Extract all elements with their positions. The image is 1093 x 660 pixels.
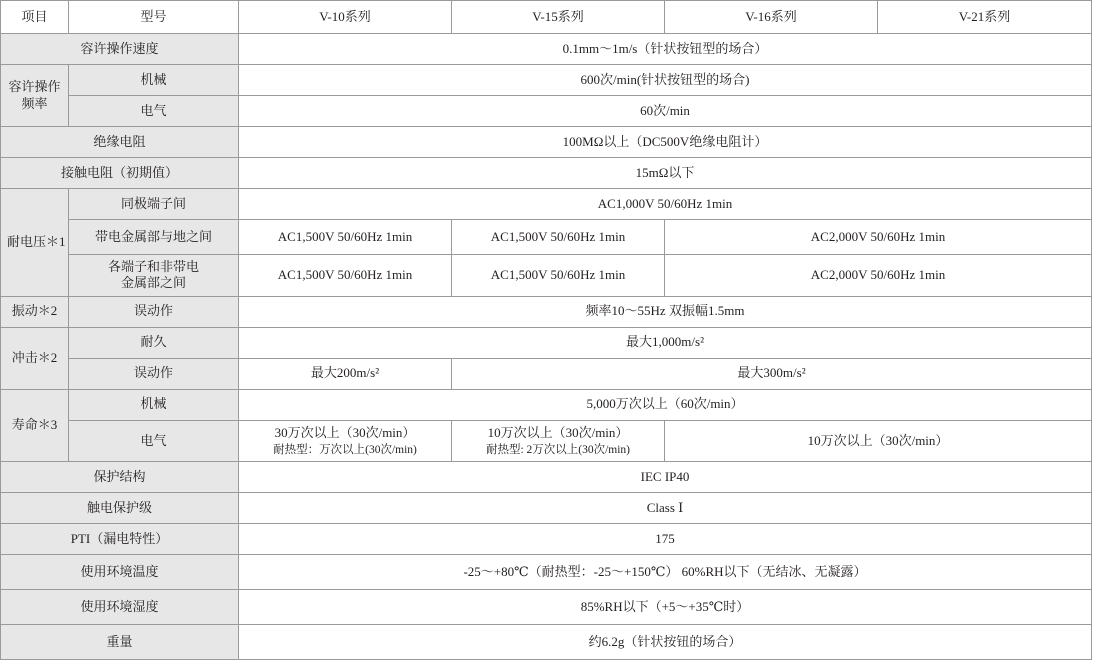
row-value-shock-durability: 最大1,000m/s² (239, 327, 1092, 358)
header-item-label: 项目 (1, 1, 69, 34)
row-value-weight: 约6.2g（针状按钮的场合） (239, 625, 1092, 660)
row-label-vibration: 振动＊2 (1, 296, 69, 327)
row-label-life: 寿命＊3 (1, 389, 69, 462)
row-label-operating-frequency (1, 65, 69, 127)
row-value-terminals-noncharged-v15: AC1,500V 50/60Hz 1min (452, 255, 665, 297)
sub-label-terminals-to-noncharged-metal (69, 255, 239, 297)
row-value-ambient-temperature: -25～+80℃（耐热型：-25～+150℃） 60%RH以下（无结冰、无凝露） (239, 555, 1092, 590)
row-value-pti: 175 (239, 524, 1092, 555)
table-row (1, 493, 1092, 524)
table-row (1, 65, 1092, 96)
row-value-life-electrical-v16-v21: 10万次以上（30次/min） (665, 420, 1092, 462)
row-label-ambient-temperature: 使用环境温度 (1, 555, 239, 590)
row-value-live-metal-to-ground-v10: AC1,500V 50/60Hz 1min (239, 220, 452, 255)
table-row (1, 220, 1092, 255)
row-label-operating-frequency-l1: 容许操作 (8, 79, 61, 95)
life-v10-line2: 耐热型：万次以上(30次/min) (273, 443, 417, 456)
sub-label-live-metal-to-ground: 带电金属部与地之间 (69, 220, 239, 255)
row-value-life-electrical-v10 (239, 420, 452, 462)
row-value-life-mechanical: 5,000万次以上（60次/min） (239, 389, 1092, 420)
sub-label-vibration-malfunction: 误动作 (69, 296, 239, 327)
table-row (1, 96, 1092, 127)
row-value-live-metal-to-ground-v16-v21: AC2,000V 50/60Hz 1min (665, 220, 1092, 255)
table-row (1, 590, 1092, 625)
row-label-operating-speed: 容许操作速度 (1, 34, 239, 65)
row-value-shock-malfunction-rest: 最大300m/s² (452, 358, 1092, 389)
table-row (1, 358, 1092, 389)
row-value-ambient-humidity: 85%RH以下（+5～+35℃时） (239, 590, 1092, 625)
life-v15-line2: 耐热型: 2万次以上(30次/min) (485, 443, 631, 456)
row-value-live-metal-to-ground-v15: AC1,500V 50/60Hz 1min (452, 220, 665, 255)
sub-label-shock-durability: 耐久 (69, 327, 239, 358)
row-label-shock: 冲击＊2 (1, 327, 69, 389)
table-row (1, 34, 1092, 65)
table-row (1, 389, 1092, 420)
sub-label-same-polarity-terminals: 同极端子间 (69, 189, 239, 220)
table-row (1, 327, 1092, 358)
row-value-shock-protection-class: Class Ⅰ (239, 493, 1092, 524)
table-header-row (1, 1, 1092, 34)
table-row (1, 158, 1092, 189)
row-value-insulation-resistance: 100MΩ以上（DC500V绝缘电阻计） (239, 127, 1092, 158)
table-row (1, 127, 1092, 158)
row-value-protection-structure: IEC IP40 (239, 462, 1092, 493)
sub-label-terminals-to-noncharged-metal-l1: 各端子和非带电 (107, 259, 199, 274)
table-row (1, 625, 1092, 660)
row-label-operating-frequency-l2: 频率 (21, 95, 48, 111)
row-value-terminals-noncharged-v16-v21: AC2,000V 50/60Hz 1min (665, 255, 1092, 297)
table-row (1, 296, 1092, 327)
row-value-shock-malfunction-v10: 最大200m/s² (239, 358, 452, 389)
table-row (1, 255, 1092, 297)
row-label-pti: PTI（漏电特性） (1, 524, 239, 555)
row-value-operating-speed: 0.1mm～1m/s（针状按钮型的场合） (239, 34, 1092, 65)
life-v15-line1: 10万次以上（30次/min） (487, 424, 629, 440)
sub-label-mechanical-frequency: 机械 (69, 65, 239, 96)
row-value-electrical-frequency: 60次/min (239, 96, 1092, 127)
row-label-ambient-humidity: 使用环境湿度 (1, 590, 239, 625)
sub-label-electrical-frequency: 电气 (69, 96, 239, 127)
header-col-v21: V-21系列 (878, 1, 1092, 34)
table-row (1, 555, 1092, 590)
row-value-mechanical-frequency: 600次/min(针状按钮型的场合) (239, 65, 1092, 96)
row-value-life-electrical-v15 (452, 420, 665, 462)
life-v10-line1: 30万次以上（30次/min） (274, 424, 416, 440)
row-value-vibration-malfunction: 频率10～55Hz 双振幅1.5mm (239, 296, 1092, 327)
table-row (1, 524, 1092, 555)
table-row (1, 462, 1092, 493)
row-value-terminals-noncharged-v10: AC1,500V 50/60Hz 1min (239, 255, 452, 297)
row-value-contact-resistance: 15mΩ以下 (239, 158, 1092, 189)
sub-label-life-mechanical: 机械 (69, 389, 239, 420)
header-col-v10: V-10系列 (239, 1, 452, 34)
header-col-v15: V-15系列 (452, 1, 665, 34)
row-value-same-polarity-terminals: AC1,000V 50/60Hz 1min (239, 189, 1092, 220)
row-label-insulation-resistance: 绝缘电阻 (1, 127, 239, 158)
table-row (1, 189, 1092, 220)
row-label-withstand-voltage: 耐电压＊1 (1, 189, 69, 297)
header-col-v16: V-16系列 (665, 1, 878, 34)
sub-label-terminals-to-noncharged-metal-l2: 金属部之间 (120, 275, 186, 291)
header-model-label: 型号 (69, 1, 239, 34)
table-row (1, 420, 1092, 462)
row-label-contact-resistance: 接触电阻（初期值） (1, 158, 239, 189)
row-label-protection-structure: 保护结构 (1, 462, 239, 493)
row-label-weight: 重量 (1, 625, 239, 660)
row-label-shock-protection-class: 触电保护级 (1, 493, 239, 524)
sub-label-shock-malfunction: 误动作 (69, 358, 239, 389)
sub-label-life-electrical: 电气 (69, 420, 239, 462)
